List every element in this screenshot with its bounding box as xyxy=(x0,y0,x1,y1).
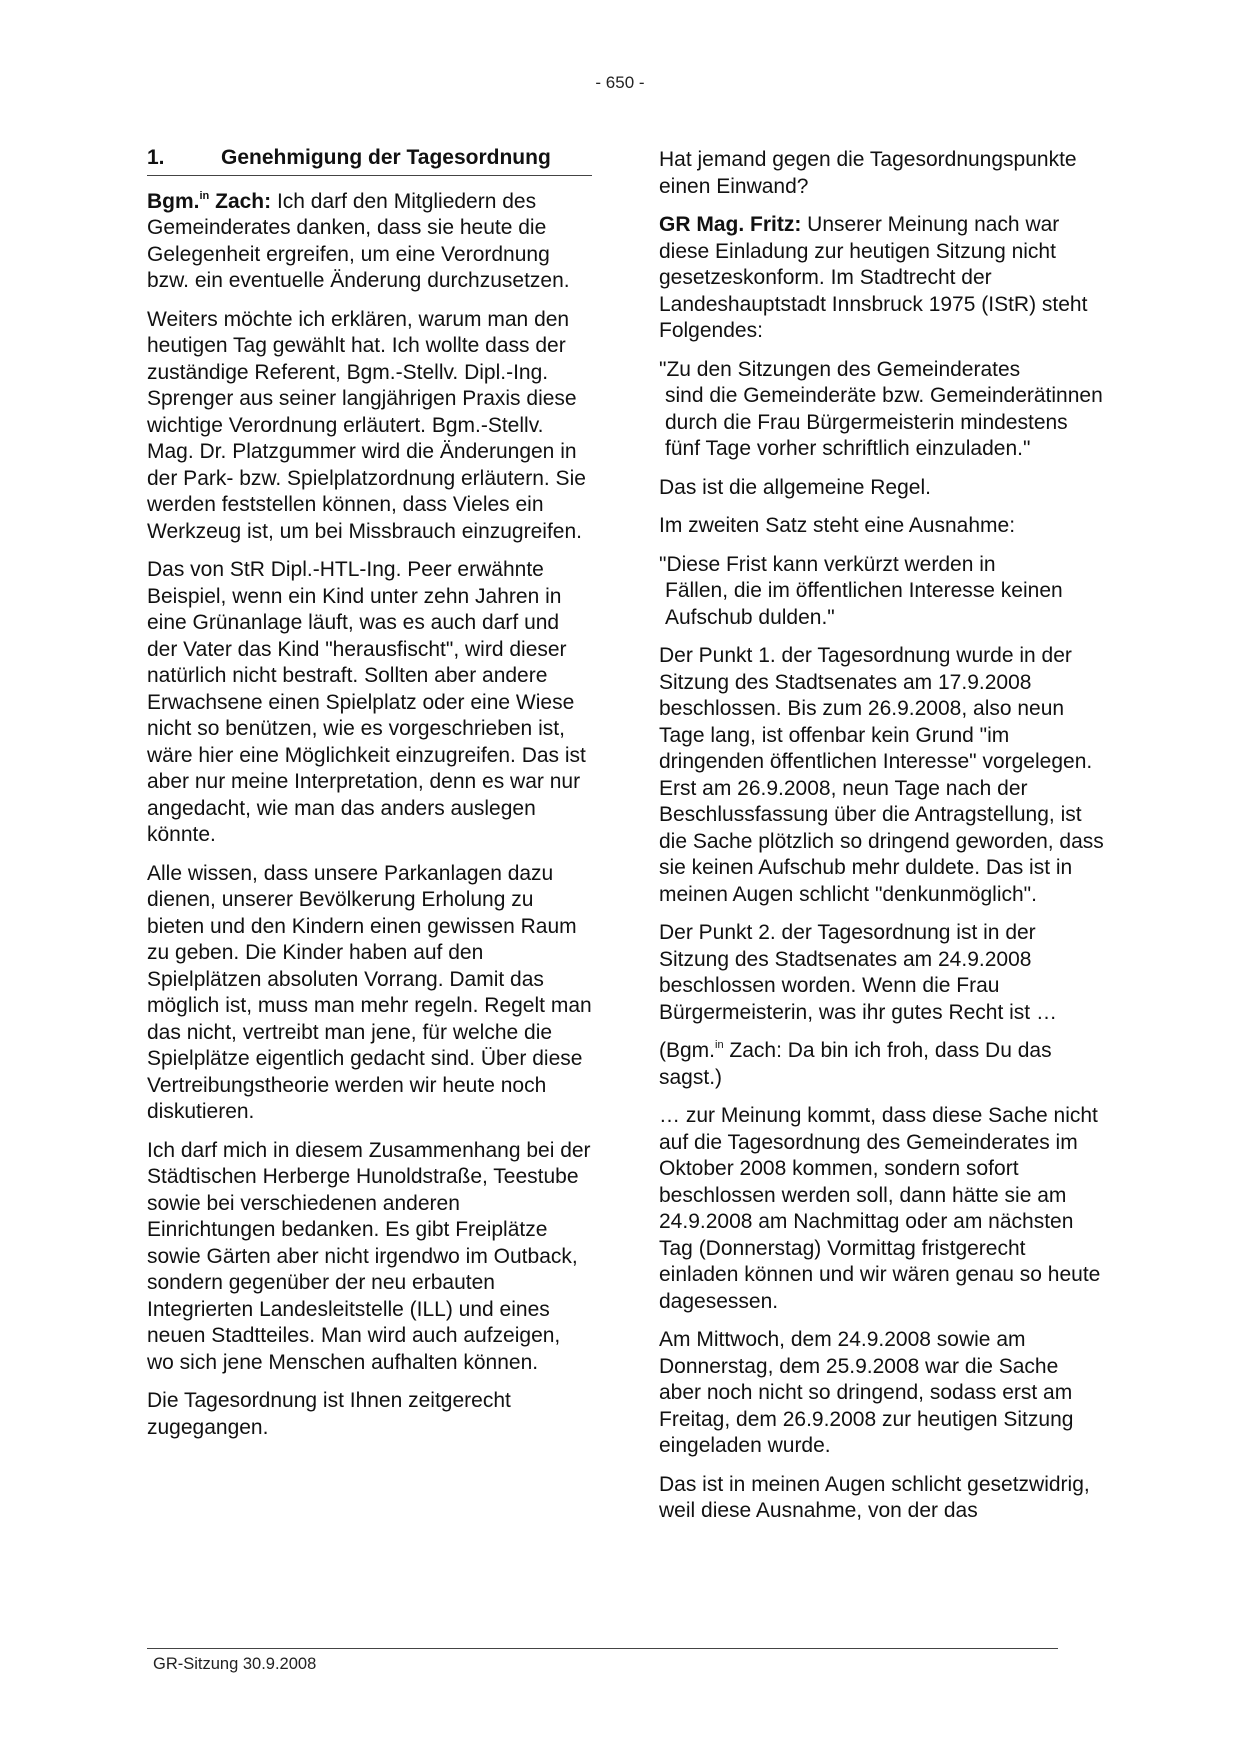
paragraph: Im zweiten Satz steht eine Ausnahme: xyxy=(659,514,1016,537)
quotation: "Zu den Sitzungen des Gemeinderates sind die Gemeinderäte bzw. Gemeinderätinnen durch die Frau Bürgermeisterin mindestens fünf Tage vorher schriftlich einzuladen." xyxy=(659,357,1103,460)
paragraph: GR Mag. Fritz: Unserer Meinung nach war diese Einladung zur heutigen Sitzung nicht gesetzeskonform. Im Stadtrecht der Landeshauptstadt Innsbruck 1975 (IStR) steht Folgendes: xyxy=(659,213,1088,342)
paragraph: Bgm.$^{in}$ Zach: Ich darf den Mitgliedern des Gemeinderates danken, dass sie heute die Gelegenheit ergreifen, um eine Verordnung bzw. ein eventuelle Änderung durchzusetzen. xyxy=(147,189,570,292)
quotation: "Diese Frist kann verkürzt werden in Fällen, die im öffentlichen Interesse keinen Aufschub dulden." xyxy=(659,552,1063,629)
section-number: 1. xyxy=(147,146,165,169)
paragraph: Am Mittwoch, dem 24.9.2008 sowie am Donnerstag, dem 25.9.2008 war die Sache aber noch nicht so dringend, sodass erst am Freitag, dem 26.9.2008 zur heutigen Sitzung eingeladen wurde. xyxy=(659,1328,1074,1457)
speaker-label: GR Mag. Fritz: xyxy=(659,213,802,236)
paragraph: Der Punkt 2. der Tagesordnung ist in der Sitzung des Stadtsenates am 24.9.2008 beschlossen worden. Wenn die Frau Bürgermeisterin, was ihr gutes Recht ist … xyxy=(659,921,1057,1024)
paragraph: Alle wissen, dass unsere Parkanlagen dazu dienen, unserer Bevölkerung Erholung zu bieten und den Kindern einen gewissen Raum zu geben. Die Kinder haben auf den Spielplätzen absoluten Vorrang. Damit das möglich ist, muss man mehr regeln. Regelt man das nicht, vertreibt man jene, für welche die Spielplätze eigentlich gedacht sind. Über diese Vertreibungstheorie werden wir heute noch diskutieren. xyxy=(147,861,592,1123)
paragraph: Die Tagesordnung ist Ihnen zeitgerecht zugegangen. xyxy=(147,1389,511,1439)
paragraph: Das ist in meinen Augen schlicht gesetzwidrig, weil diese Ausnahme, von der das xyxy=(659,1472,1090,1522)
paragraph: Hat jemand gegen die Tagesordnungspunkte einen Einwand? xyxy=(659,148,1077,198)
paragraph: (Bgm.$^{in}$ Zach: Da bin ich froh, dass Du das sagst.) xyxy=(659,1039,1052,1089)
paragraph: Weiters möchte ich erklären, warum man den heutigen Tag gewählt hat. Ich wollte dass der zuständige Referent, Bgm.-Stellv. Dipl.-Ing. Sprenger aus seiner langjährigen Praxis diese wichtige Verordnung erläutert. Bgm.-Stellv. Mag. Dr. Platzgummer wird die Änderungen in der Park- bzw. Spielplatzordnung erläutern. Sie werden feststellen können, dass Vieles ein Werkzeug ist, um bei Missbrauch einzugreifen. xyxy=(147,307,586,543)
paragraph: Der Punkt 1. der Tagesordnung wurde in der Sitzung des Stadtsenates am 17.9.2008 beschlossen. Bis zum 26.9.2008, also neun Tage lang, ist offenbar kein Grund "im dringenden öffentlichen Interesse" vorgelegen. Erst am 26.9.2008, neun Tage nach der Beschlussfassung über die Antragstellung, ist die Sache plötzlich so dringend geworden, dass sie keinen Aufschub mehr duldete. Das ist in meinen Augen schlicht "denkunmöglich". xyxy=(659,644,1104,906)
paragraph: … zur Meinung kommt, dass diese Sache nicht auf die Tagesordnung des Gemeinderates im Oktober 2008 kommen, sondern sofort beschlossen werden soll, dann hätte sie am 24.9.2008 am Nachmittag oder am nächsten Tag (Donnerstag) Vormittag fristgerecht einladen können und wir wären genau so heute dagesessen. xyxy=(659,1104,1101,1313)
speaker-label: Bgm.$^{in}$ Zach: xyxy=(147,189,272,213)
right-column xyxy=(659,147,1104,1537)
page-number: - 650 - xyxy=(595,73,645,92)
paragraph: Ich darf mich in diesem Zusammenhang bei der Städtischen Herberge Hunoldstraße, Teestube sowie bei verschiedenen anderen Einrichtungen bedanken. Es gibt Freiplätze sowie Gärten aber nicht irgendwo im Outback, sondern gegenüber der neu erbauten Integrierten Landesleitstelle (ILL) und eines neuen Stadtteiles. Man wird auch aufzeigen, wo sich jene Menschen aufhalten können. xyxy=(147,1138,591,1374)
paragraph: Das ist die allgemeine Regel. xyxy=(659,475,931,499)
left-column xyxy=(147,145,592,1453)
footer: GR-Sitzung 30.9.2008 xyxy=(153,1655,317,1673)
section-title: Genehmigung der Tagesordnung xyxy=(221,146,551,169)
section-heading xyxy=(147,145,592,176)
paragraph: Das von StR Dipl.-HTL-Ing. Peer erwähnte Beispiel, wenn ein Kind unter zehn Jahren in eine Grünanlage läuft, was es auch darf und der Vater das Kind "herausfischt", wird dieser natürlich nicht bestraft. Sollten aber andere Erwachsene einen Spielplatz oder eine Wiese nicht so benützen, wie es vorgeschrieben ist, wäre hier eine Möglichkeit einzugreifen. Das ist aber nur meine Interpretation, denn es war nur angedacht, wie man das anders auslegen könnte. xyxy=(147,558,586,846)
footer-divider xyxy=(147,1648,1058,1649)
